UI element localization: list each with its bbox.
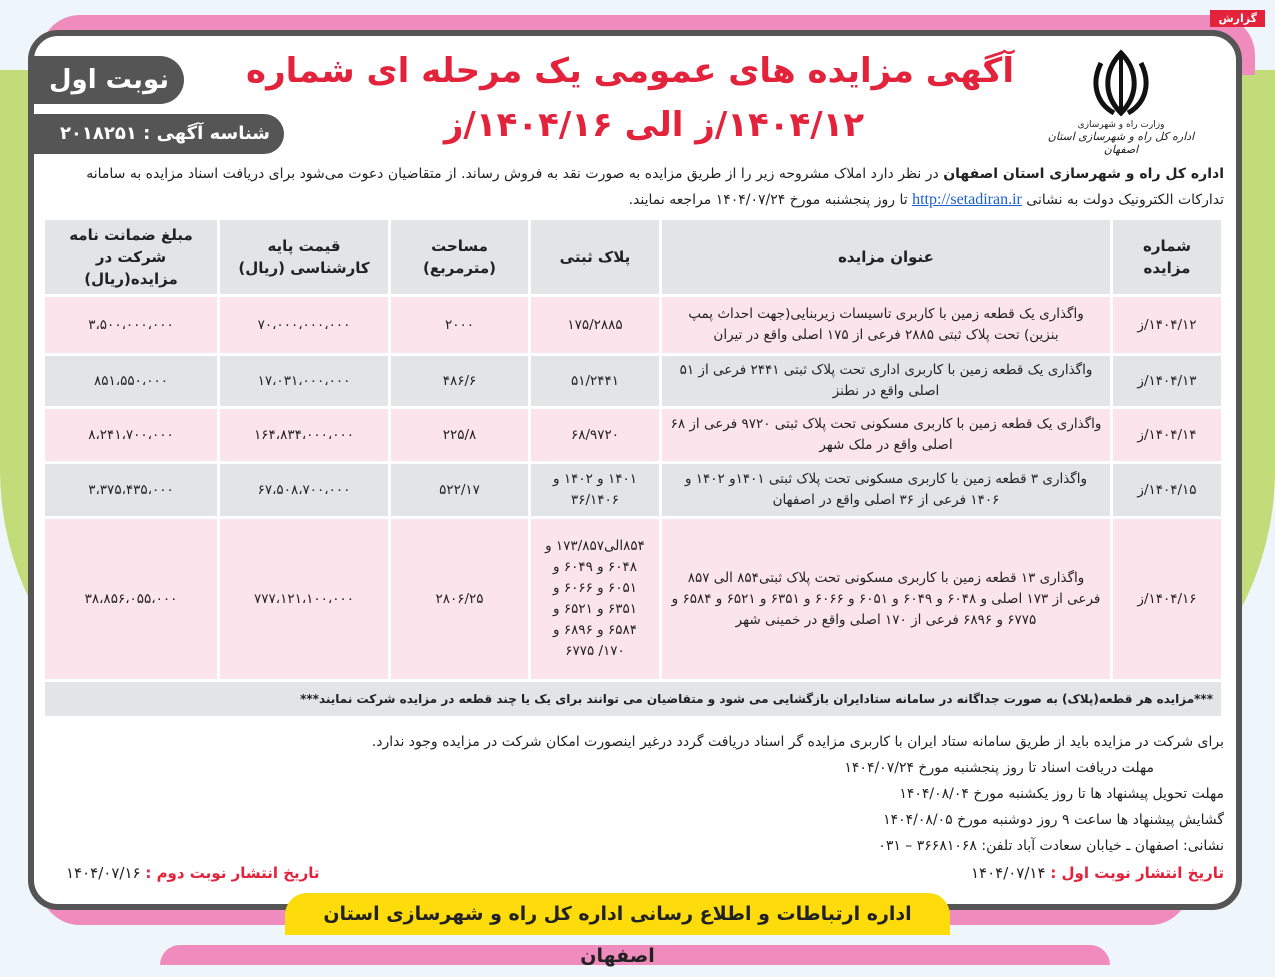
guarantee-amount: ۳۸،۸۵۶،۰۵۵،۰۰۰: [45, 519, 217, 679]
plaque: ۱۷۵/۲۸۸۵: [531, 297, 659, 353]
title-line-1: آگهی مزایده های عمومی یک مرحله ای شماره: [246, 51, 1014, 91]
auction-title: واگذاری ۱۳ قطعه زمین با کاربری مسکونی تحت پلاک ثبتی۸۵۴ الی ۸۵۷ فرعی از ۱۷۳ اصلی و ۶۰۴۸ و ۶۰۴۹ و ۶۰۵۱ و ۶۰۶۶ و ۶۳۵۱ و ۶۵۲۱ و ۶۵۸۴ و ۶۷۷۵ و ۶۸۹۶ فرعی از ۱۷۰ اصلی واقع در خمینی شهر: [662, 519, 1110, 679]
table-row: [45, 297, 1221, 353]
footer-line: برای شرکت در مزایده باید از طریق سامانه ستاد ایران با کاربری مزایده گر اسناد دریافت گردد درغیر اینصورت امکان شرکت در مزایده وجود ندارد.: [371, 734, 1224, 750]
table-row: [45, 519, 1221, 679]
page-title: [246, 44, 1014, 152]
base-price: ۱۶۴،۸۳۴،۰۰۰،۰۰۰: [220, 409, 388, 461]
publish-dates: [46, 861, 1224, 885]
table-note: ***مزایده هر قطعه(پلاک) به صورت جداگانه در سامانه ستادایران بازگشایی می شود و متقاضیان می توانند برای یک یا چند قطعه در مزایده شرکت نمایند***: [45, 682, 1221, 716]
title-line-2: ۱۴۰۴/۱۲/ز الی ۱۴۰۴/۱۶/ز: [443, 105, 865, 145]
label: تاریخ انتشار نوبت دوم :: [145, 864, 320, 882]
base-price: ۷۰،۰۰۰،۰۰۰،۰۰۰: [220, 297, 388, 353]
auction-notice: [28, 30, 1242, 910]
round-badge: نوبت اول: [34, 56, 184, 104]
notice-id-badge: شناسه آگهی : ۲۰۱۸۲۵۱: [34, 114, 284, 154]
col-header: قیمت پایه کارشناسی (ریال): [220, 220, 388, 294]
col-header: مبلغ ضمانت نامه شرکت در مزایده(ریال): [45, 220, 217, 294]
guarantee-amount: ۳،۵۰۰،۰۰۰،۰۰۰: [45, 297, 217, 353]
auction-number: ۱۴۰۴/۱۵/ز: [1113, 464, 1221, 516]
office-name: اداره کل راه و شهرسازی استان اصفهان: [1047, 130, 1195, 156]
label: تاریخ انتشار نوبت اول :: [1050, 864, 1224, 882]
table-row: [45, 356, 1221, 406]
auction-table: [42, 217, 1224, 719]
emblem-icon: [1086, 48, 1156, 118]
intro-paragraph: [46, 162, 1224, 213]
footer-line: گشایش پیشنهاد ها ساعت ۹ روز دوشنبه مورخ ۱۴۰۴/۰۸/۰۵: [883, 812, 1224, 828]
auction-title: واگذاری ۳ قطعه زمین با کاربری مسکونی تحت پلاک ثبتی ۱۴۰۱و ۱۴۰۲ و ۱۴۰۶ فرعی از ۳۶ اصلی واقع در اصفهان: [662, 464, 1110, 516]
guarantee-amount: ۸۵۱،۵۵۰،۰۰۰: [45, 356, 217, 406]
area: ۲۸۰۶/۲۵: [391, 519, 528, 679]
table-header: [45, 220, 1221, 294]
auction-number: ۱۴۰۴/۱۶/ز: [1113, 519, 1221, 679]
guarantee-amount: ۳،۳۷۵،۴۳۵،۰۰۰: [45, 464, 217, 516]
footer-line: مهلت تحویل پیشنهاد ها تا روز یکشنبه مورخ ۱۴۰۴/۰۸/۰۴: [899, 786, 1224, 802]
ministry-name: وزارت راه و شهرسازی: [1077, 120, 1165, 130]
table-row: [45, 409, 1221, 461]
col-header: پلاک ثبتی: [531, 220, 659, 294]
plaque: ۵۱/۲۴۴۱: [531, 356, 659, 406]
org-name: اداره کل راه و شهرسازی استان اصفهان: [943, 166, 1224, 182]
first-publish-date: [971, 861, 1224, 885]
second-publish-date: [66, 861, 320, 885]
footer-line: نشانی: اصفهان ـ خیابان سعادت آباد تلفن: ۳۶۶۸۱۰۶۸ – ۰۳۱: [878, 838, 1224, 854]
table-row: [45, 464, 1221, 516]
auction-number: ۱۴۰۴/۱۳/ز: [1113, 356, 1221, 406]
base-price: ۶۷،۵۰۸،۷۰۰،۰۰۰: [220, 464, 388, 516]
area: ۲۲۵/۸: [391, 409, 528, 461]
auction-number: ۱۴۰۴/۱۴/ز: [1113, 409, 1221, 461]
auction-number: ۱۴۰۴/۱۲/ز: [1113, 297, 1221, 353]
auction-title: واگذاری یک قطعه زمین با کاربری تاسیسات زیربنایی(جهت احداث پمپ بنزین) تحت پلاک ثبتی ۲۸۸۵ فرعی از ۱۷۵ اصلی واقع در تیران: [662, 297, 1110, 353]
auction-title: واگذاری یک قطعه زمین با کاربری اداری تحت پلاک ثبتی ۲۴۴۱ فرعی از ۵۱ اصلی واقع در نطنز: [662, 356, 1110, 406]
plaque: ۸۵۴الی۱۷۳/۸۵۷ و ۶۰۴۸ و ۶۰۴۹ و ۶۰۵۱ و ۶۰۶۶ و ۶۳۵۱ و ۶۵۲۱ و ۶۵۸۴ و ۶۸۹۶ و ۱۷۰/ ۶۷۷۵: [531, 519, 659, 679]
intro-text: در نظر دارد املاک مشروحه زیر را از طریق مزایده به صورت نقد به فروش رساند. از متقاضیان دعوت می‌شود برای دریافت اسناد مزایده به سامانه تدارکات الکترونیک دولت به نشانی: [86, 166, 1224, 208]
col-header: عنوان مزایده: [662, 220, 1110, 294]
footer-banner: اداره ارتباطات و اطلاع رسانی اداره کل راه و شهرسازی استان اصفهان: [285, 893, 950, 935]
auction-title: واگذاری یک قطعه زمین با کاربری مسکونی تحت پلاک ثبتی ۹۷۲۰ فرعی از ۶۸ اصلی واقع در ملک شهر: [662, 409, 1110, 461]
intro-deadline: تا روز پنجشنبه مورخ ۱۴۰۴/۰۷/۲۴ مراجعه نمایند.: [628, 192, 913, 208]
ministry-logo: [1046, 48, 1196, 156]
date: ۱۴۰۴/۰۷/۱۶: [66, 864, 141, 882]
guarantee-amount: ۸،۲۴۱،۷۰۰،۰۰۰: [45, 409, 217, 461]
base-price: ۱۷،۰۳۱،۰۰۰،۰۰۰: [220, 356, 388, 406]
date: ۱۴۰۴/۰۷/۱۴: [970, 864, 1046, 882]
area: ۴۸۶/۶: [391, 356, 528, 406]
footer-line: مهلت دریافت اسناد تا روز پنجشنبه مورخ ۱۴۰۴/۰۷/۲۴: [844, 760, 1154, 776]
col-header: مساحت (مترمربع): [391, 220, 528, 294]
area: ۵۲۲/۱۷: [391, 464, 528, 516]
section-label: گزارش: [1210, 10, 1265, 27]
col-header: شماره مزایده: [1113, 220, 1221, 294]
plaque: ۶۸/۹۷۲۰: [531, 409, 659, 461]
footer-info: [46, 729, 1224, 859]
base-price: ۷۷۷،۱۲۱،۱۰۰،۰۰۰: [220, 519, 388, 679]
plaque: ۱۴۰۱ و ۱۴۰۲ و ۳۶/۱۴۰۶: [531, 464, 659, 516]
setadiran-link[interactable]: http://setadiran.ir: [912, 191, 1022, 208]
area: ۲۰۰۰: [391, 297, 528, 353]
